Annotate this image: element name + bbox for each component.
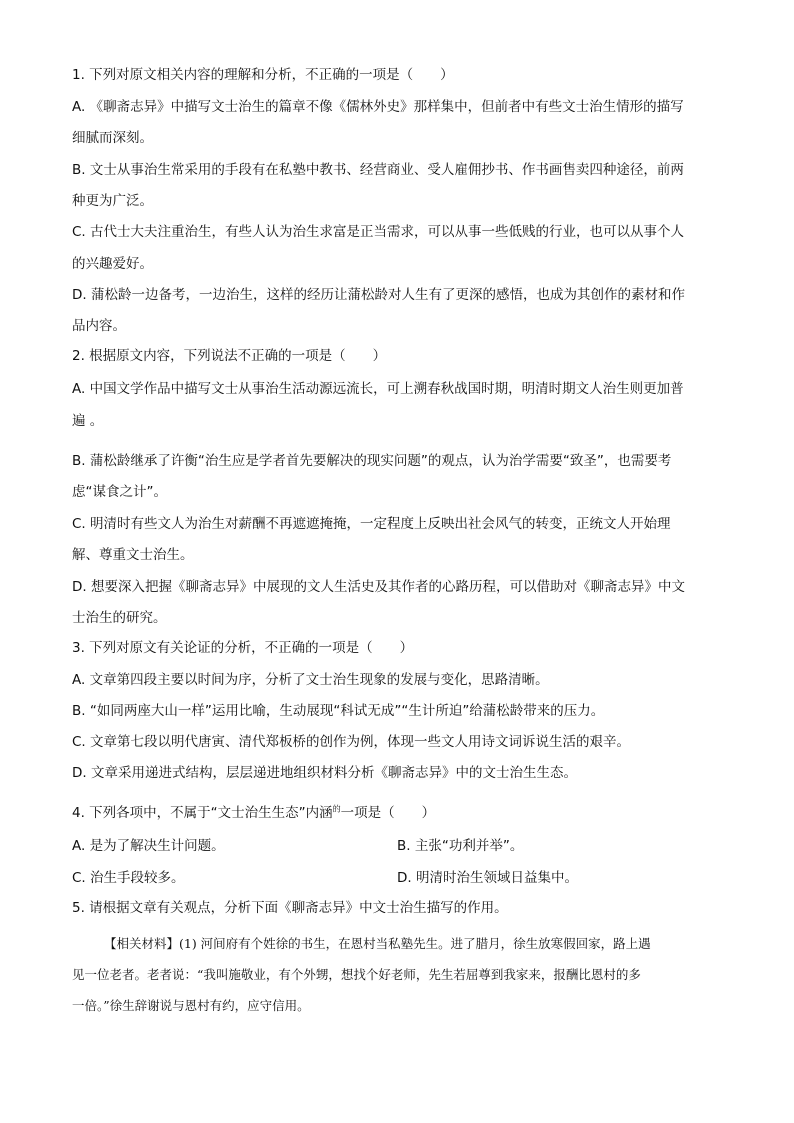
- q3-option-b: B. “如同两座大山一样”运用比喻，生动展现“科试无成”“生计所迫”给蒲松龄带来的压力。: [72, 703, 605, 719]
- q4-stem-post: 一项是（ ）: [340, 805, 436, 821]
- q5-material-line1: 【相关材料】(1) 河间府有个姓徐的书生，在恩村当私塾先生。进了腊月，徐生放寒假回家，路上遇: [104, 936, 651, 951]
- q4-stem: [72, 803, 732, 823]
- q1-option-d-line2: 品内容。: [72, 318, 126, 334]
- q1-option-c-line2: 的兴趣爱好。: [72, 256, 153, 272]
- q4-stem-pre: 4. 下列各项中，不属于“文士治生生态”内涵: [72, 805, 333, 821]
- q5-material-line2: 见一位老者。老者说：“我叫施敬业，有个外甥，想找个好老师，先生若屈尊到我家来，报酬比恩村的多: [72, 967, 641, 982]
- q2-option-a-line2: 遍 。: [72, 413, 104, 429]
- q2-option-a-line1: A. 中国文学作品中描写文士从事治生活动源远流长，可上溯春秋战国时期，明清时期文人治生则更加普: [72, 381, 684, 397]
- q2-option-b-line1: B. 蒲松龄继承了许衡“治生应是学者首先要解决的现实问题”的观点，认为治学需要“致圣”，也需要考: [72, 453, 672, 469]
- q2-option-c-line1: C. 明清时有些文人为治生对薪酬不再遮遮掩掩，一定程度上反映出社会风气的转变，正统文人开始理: [72, 516, 671, 532]
- q1-option-a-line1: A. 《聊斋志异》中描写文士治生的篇章不像《儒林外史》那样集中，但前者中有些文士治生情形的描写: [72, 99, 684, 115]
- q1-option-c-line1: C. 古代士大夫注重治生，有些人认为治生求富是正当需求，可以从事一些低贱的行业，也可以从事个人: [72, 224, 685, 240]
- q3-option-d: D. 文章采用递进式结构，层层递进地组织材料分析《聊斋志异》中的文士治生生态。: [72, 765, 577, 781]
- q4-option-c: C. 治生手段较多。: [72, 870, 185, 886]
- q5-stem: 5. 请根据文章有关观点，分析下面《聊斋志异》中文士治生描写的作用。: [72, 900, 508, 916]
- q2-option-d-line2: 士治生的研究。: [72, 610, 167, 626]
- q4-option-a: A. 是为了解决生计问题。: [72, 838, 225, 854]
- q4-option-d: D. 明清时治生领域日益集中。: [397, 870, 578, 886]
- q3-stem: 3. 下列对原文有关论证的分析，不正确的一项是（ ）: [72, 640, 414, 656]
- q3-option-a: A. 文章第四段主要以时间为序，分析了文士治生现象的发展与变化，思路清晰。: [72, 672, 549, 688]
- q4-option-b: B. 主张“功利并举”。: [397, 838, 524, 854]
- q1-option-a-line2: 细腻而深刻。: [72, 130, 153, 146]
- q1-option-d-line1: D. 蒲松龄一边备考，一边治生，这样的经历让蒲松龄对人生有了更深的感悟，也成为其创作的素材和作: [72, 287, 685, 303]
- q5-material-line3: 一倍。”徐生辞谢说与恩村有约，应守信用。: [72, 998, 310, 1013]
- q1-stem: 1. 下列对原文相关内容的理解和分析，不正确的一项是（ ）: [72, 67, 454, 83]
- q4-stem-tiny-char: 的: [332, 804, 341, 814]
- q2-option-d-line1: D. 想要深入把握《聊斋志异》中展现的文人生活史及其作者的心路历程，可以借助对《聊斋志异》中文: [72, 579, 685, 595]
- q1-option-b-line1: B. 文士从事治生常采用的手段有在私塾中教书、经营商业、受人雇佣抄书、作书画售卖四种途径，前两: [72, 162, 684, 178]
- q2-option-b-line2: 虑“谋食之计”。: [72, 484, 167, 500]
- q1-option-b-line2: 种更为广泛。: [72, 193, 153, 209]
- q2-option-c-line2: 解、尊重文士治生。: [72, 547, 194, 563]
- q2-stem: 2. 根据原文内容，下列说法不正确的一项是（ ）: [72, 348, 387, 364]
- q3-option-c: C. 文章第七段以明代唐寅、清代郑板桥的创作为例，体现一些文人用诗文词诉说生活的艰辛。: [72, 734, 631, 750]
